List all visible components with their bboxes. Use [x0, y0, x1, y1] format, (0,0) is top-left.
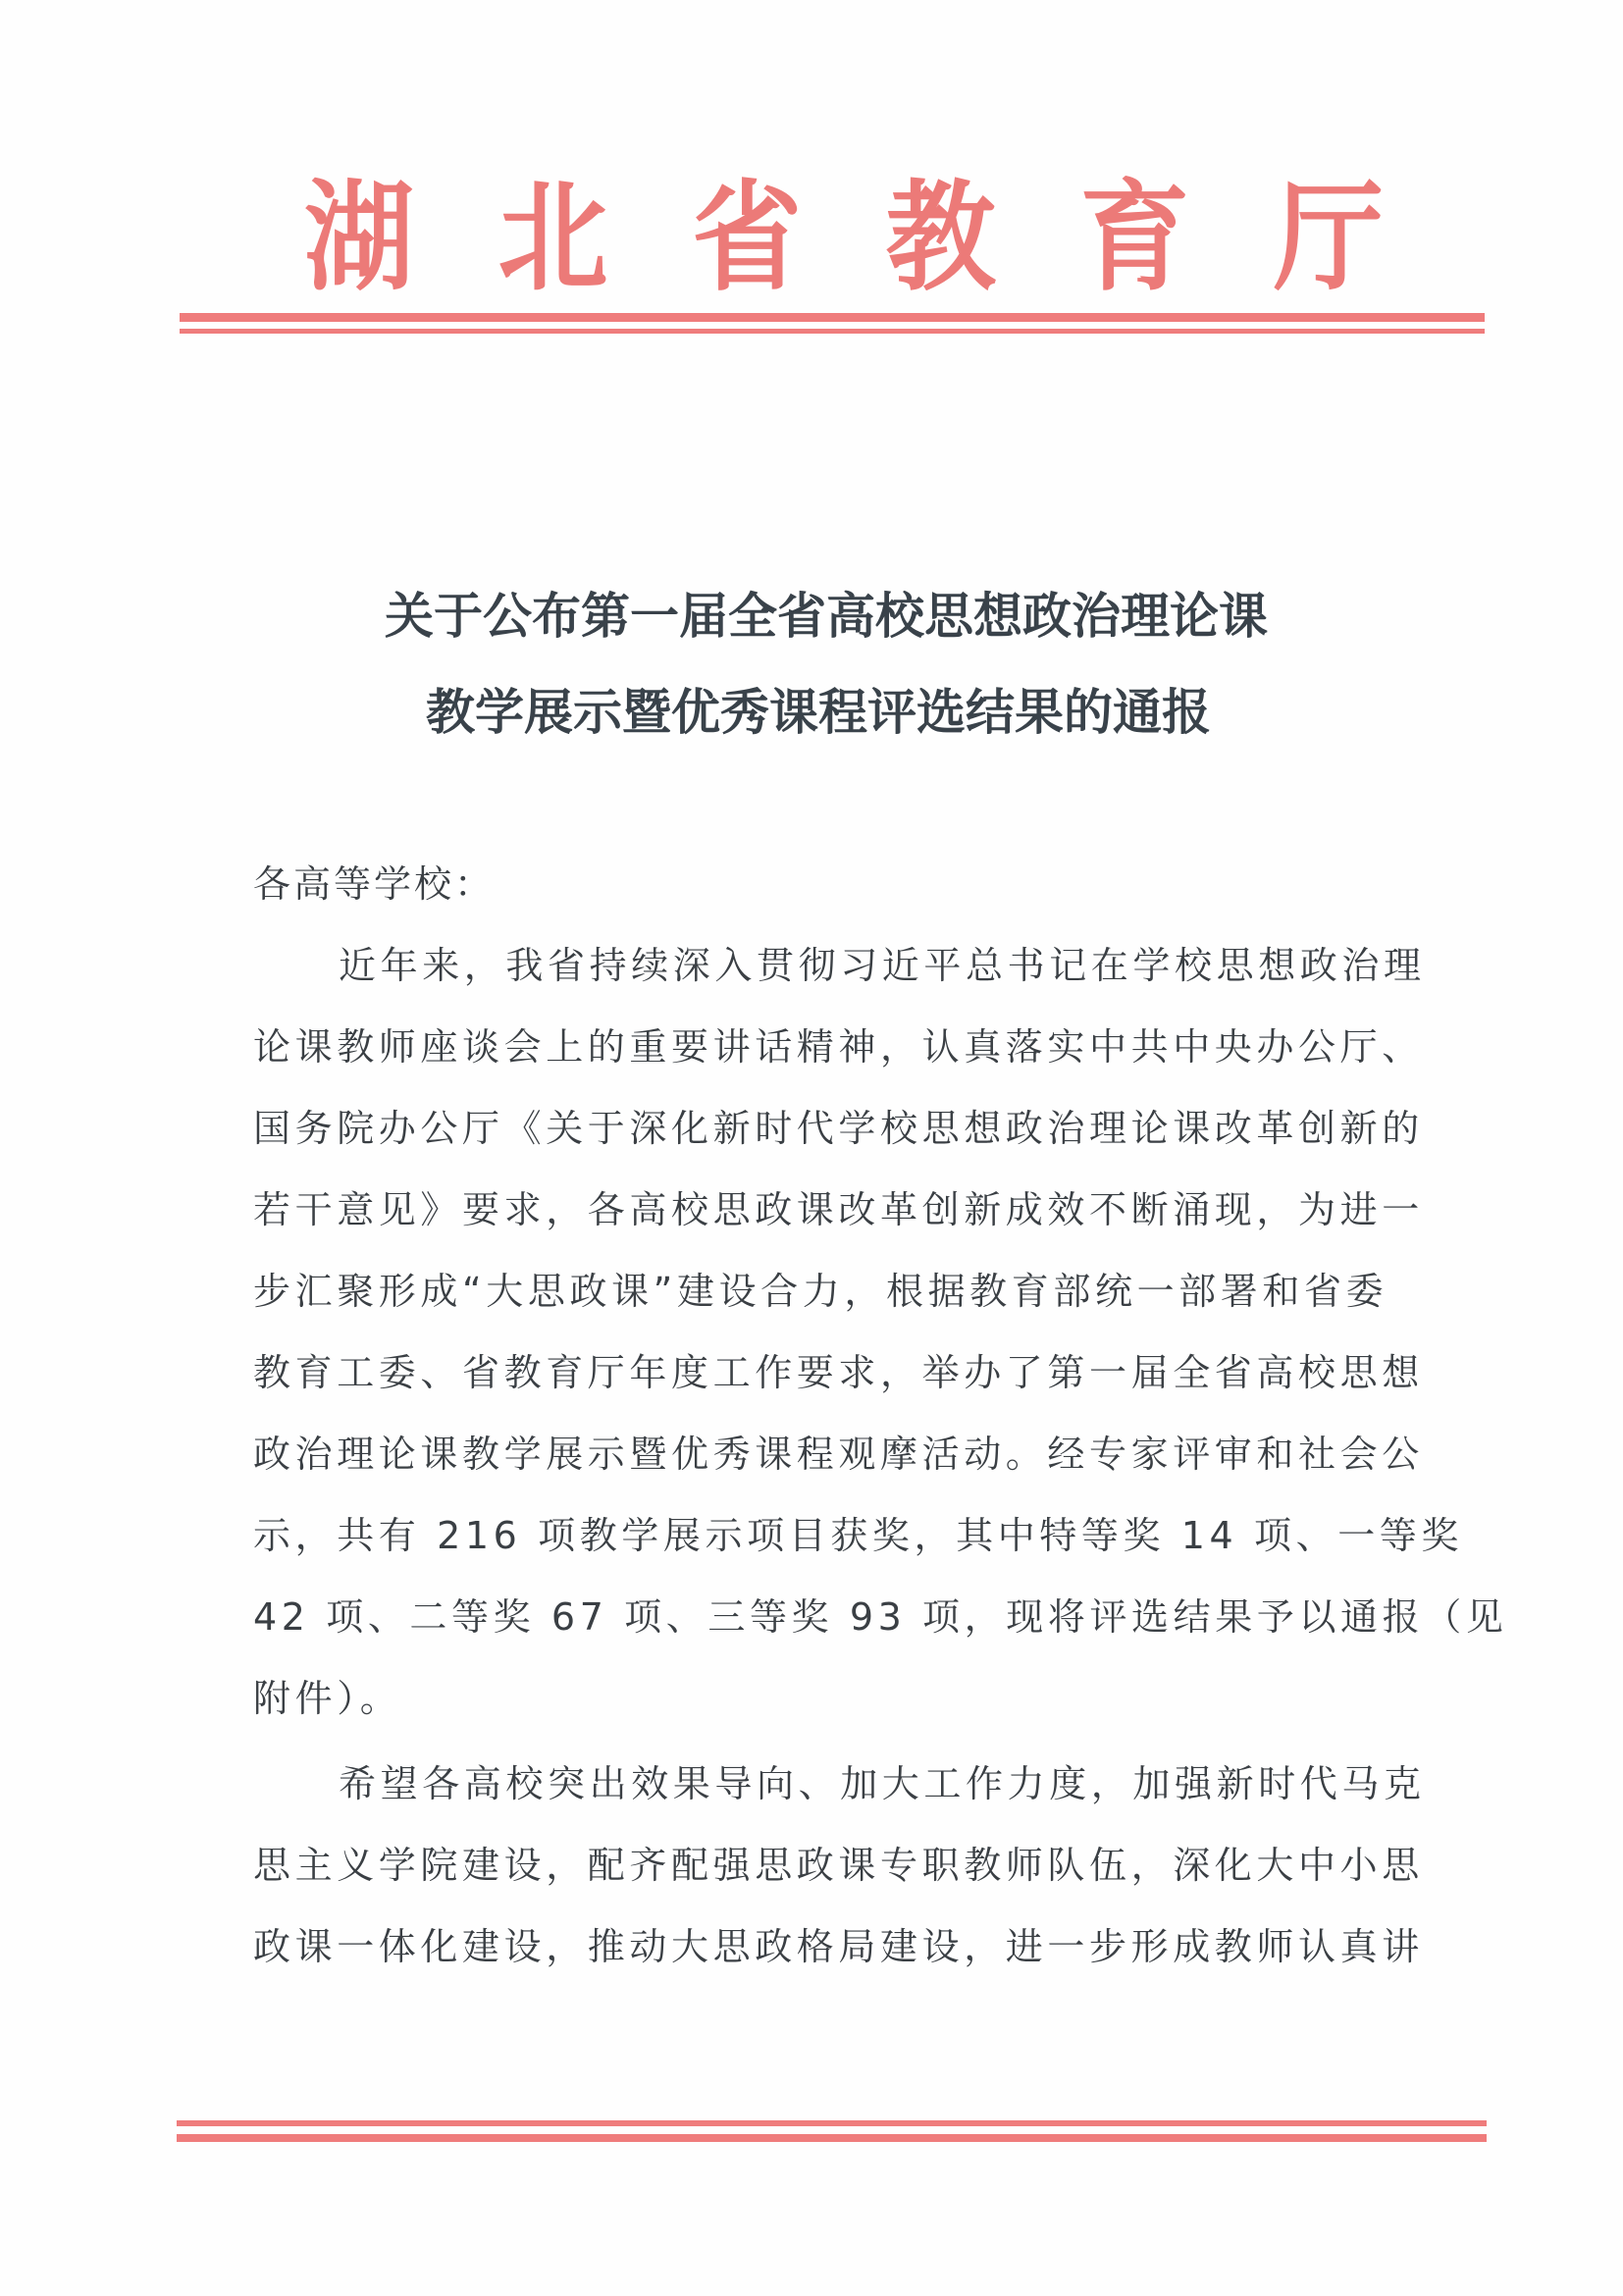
- paragraph-1-line: 政治理论课教学展示暨优秀课程观摩活动。经专家评审和社会公: [253, 1433, 1424, 1476]
- letterhead-char: 育: [1079, 168, 1190, 308]
- footer-rule-bottom: [177, 2134, 1487, 2142]
- paragraph-2-line: 希望各高校突出效果导向、加大工作力度，加强新时代马克: [339, 1762, 1426, 1805]
- document-title-line-2: 教学展示暨优秀课程评选结果的通报: [426, 683, 1211, 741]
- paragraph-1-line: 附件）。: [253, 1677, 402, 1720]
- paragraph-2-line: 政课一体化建设，推动大思政格局建设，进一步形成教师认真讲: [253, 1925, 1424, 1968]
- paragraph-1-line: 论课教师座谈会上的重要讲话精神，认真落实中共中央办公厅、: [253, 1025, 1424, 1069]
- letterhead-rule-thick: [180, 313, 1485, 322]
- letterhead-char: 省: [692, 168, 803, 308]
- letterhead-title: [304, 168, 1384, 308]
- salutation: 各高等学校：: [253, 862, 496, 906]
- paragraph-1-line: 示，共有 216 项教学展示项目获奖，其中特等奖 14 项、一等奖: [253, 1514, 1464, 1557]
- letterhead-char: 湖: [304, 168, 414, 308]
- paragraph-1-line: 步汇聚形成“大思政课”建设合力，根据教育部统一部署和省委: [253, 1270, 1388, 1313]
- document-title-line-1: 关于公布第一届全省高校思想政治理论课: [385, 587, 1268, 645]
- paragraph-1-line: 国务院办公厅《关于深化新时代学校思想政治理论课改革创新的: [253, 1107, 1424, 1150]
- letterhead-rule-thin: [180, 329, 1485, 334]
- paragraph-1-line: 近年来，我省持续深入贯彻习近平总书记在学校思想政治理: [339, 944, 1426, 987]
- paragraph-1-line: 若干意见》要求，各高校思政课改革创新成效不断涌现，为进一: [253, 1188, 1424, 1231]
- paragraph-1-line: 42 项、二等奖 67 项、三等奖 93 项，现将评选结果予以通报（见: [253, 1595, 1508, 1639]
- letterhead-char: 北: [497, 168, 608, 308]
- letterhead-char: 厅: [1273, 168, 1384, 308]
- footer-rule-top: [177, 2120, 1487, 2126]
- letterhead-char: 教: [885, 168, 996, 308]
- paragraph-1-line: 教育工委、省教育厅年度工作要求，举办了第一届全省高校思想: [253, 1351, 1424, 1394]
- paragraph-2-line: 思主义学院建设，配齐配强思政课专职教师队伍，深化大中小思: [253, 1844, 1424, 1887]
